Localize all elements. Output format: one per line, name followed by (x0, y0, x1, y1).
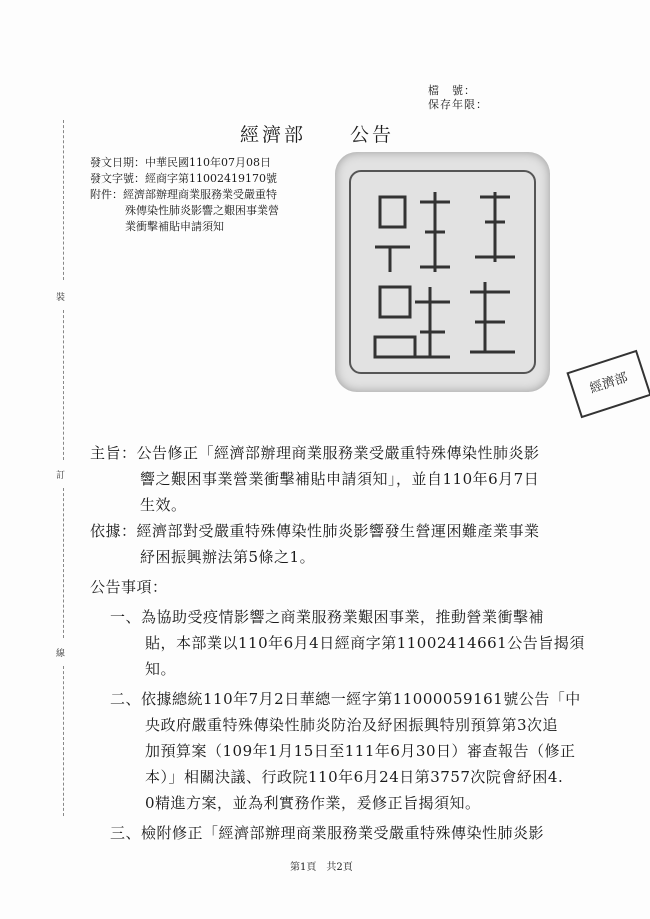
page-title: 經濟部 公告 (240, 124, 395, 146)
binding-mark-xian: 線 (56, 649, 66, 659)
file-number-label: 檔 號： (428, 84, 476, 97)
subject-line-1: 主旨：公告修正「經濟部辦理商業服務業受嚴重特殊傳染性肺炎影 (90, 444, 540, 462)
item2-line-4: 本）」相關決議、行政院110年6月24日第3757次院會紓困4. (145, 768, 564, 786)
seal-glyphs-icon (335, 152, 550, 392)
date-line: 發文日期：中華民國110年07月08日 (90, 156, 271, 169)
attachment-line-1: 附件：經濟部辦理商業服務業受嚴重特 (90, 188, 277, 201)
doc-number-line: 發文字號：經商字第11002419170號 (90, 172, 277, 185)
item3-line-1: 三、檢附修正「經濟部辦理商業服務業受嚴重特殊傳染性肺炎影 (110, 824, 545, 842)
binding-line-middle (63, 310, 64, 460)
small-seal: 經濟部 (566, 350, 650, 419)
item2-line-5: 0精進方案，並為利實務作業，爰修正旨揭須知。 (145, 794, 481, 812)
page-number: 第1頁 共2頁 (290, 862, 353, 873)
basis-line-2: 紓困振興辦法第5條之1。 (140, 548, 316, 566)
item1-line-2: 貼，本部業以110年6月4日經商字第11002414661公告旨揭須 (145, 634, 585, 652)
attachment-line-2: 殊傳染性肺炎影響之艱困事業營 (125, 204, 279, 217)
binding-line-lower (63, 488, 64, 638)
binding-mark-zhuang: 裝 (56, 293, 66, 303)
binding-line-top (63, 120, 64, 280)
official-seal (335, 152, 550, 392)
subject-line-3: 生效。 (140, 496, 187, 514)
notice-heading: 公告事項： (90, 578, 168, 596)
item2-line-2: 央政府嚴重特殊傳染性肺炎防治及紓困振興特別預算第3次追 (145, 716, 559, 734)
item2-line-1: 二、依據總統110年7月2日華總一經字第11000059161號公告「中 (110, 690, 581, 708)
attachment-line-3: 業衝擊補貼申請須知 (125, 220, 224, 233)
item2-line-3: 加預算案（109年1月15日至111年6月30日）審查報告（修正 (145, 742, 576, 760)
binding-line-bottom (63, 666, 64, 816)
subject-line-2: 響之艱困事業營業衝擊補貼申請須知」，並自110年6月7日 (140, 470, 540, 488)
item1-line-1: 一、為協助受疫情影響之商業服務業艱困事業，推動營業衝擊補 (110, 608, 545, 626)
item1-line-3: 知。 (145, 660, 177, 678)
binding-mark-ding: 訂 (56, 471, 66, 481)
retention-label: 保存年限： (428, 98, 488, 111)
basis-line-1: 依據：經濟部對受嚴重特殊傳染性肺炎影響發生營運困難產業事業 (90, 522, 540, 540)
